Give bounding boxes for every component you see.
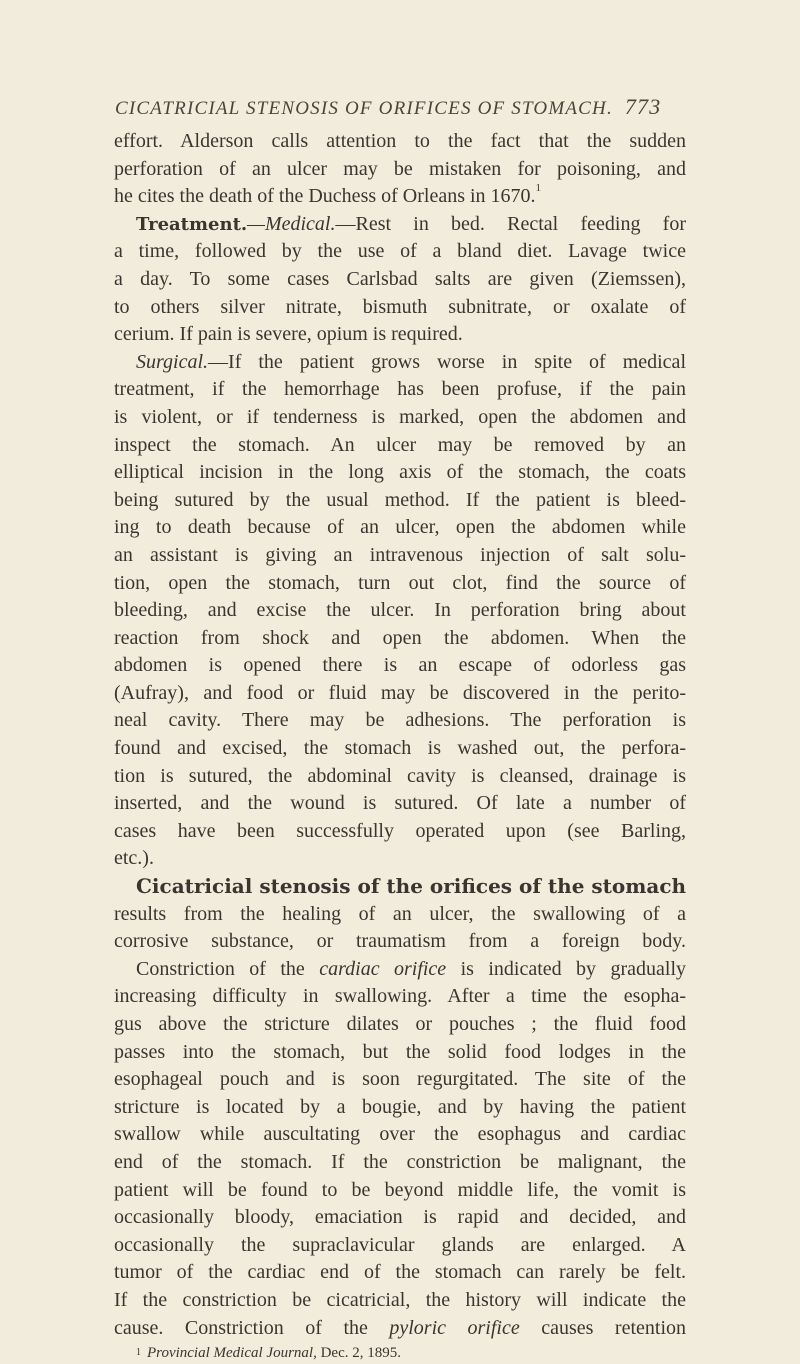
text-line: a time, followed by the use of a bland diet. Lavage twice: [114, 240, 686, 263]
text-line: end of the stomach. If the constriction be malignant, the: [114, 1150, 686, 1173]
text-line: treatment, if the hemorrhage has been profuse, if the pain: [114, 378, 686, 401]
footnote: [114, 1342, 686, 1364]
section-heading-line: [114, 873, 686, 901]
text-line: tion, open the stomach, turn out clot, find the source of: [114, 571, 686, 594]
text-line: cases have been successfully operated upon (see Barling,: [114, 819, 686, 842]
section-heading: Cicatricial stenosis of the orifices of the stomach: [136, 874, 687, 899]
text-line: [114, 1315, 686, 1343]
text-line: a day. To some cases Carlsbad salts are given (Ziemssen),: [114, 267, 686, 290]
text-line: bleeding, and excise the ulcer. In perforation bring about: [114, 599, 686, 622]
text-line: reaction from shock and open the abdomen. When the: [114, 626, 686, 649]
text-fragment: is indicated by gradually: [446, 957, 686, 980]
text-line: [114, 956, 686, 984]
text-line: [114, 183, 686, 211]
text-line: esophageal pouch and is soon regurgitated. The site of the: [114, 1068, 686, 1091]
italic-term: pyloric orifice: [389, 1316, 520, 1339]
text-line: tumor of the cardiac end of the stomach can rarely be felt.: [114, 1261, 686, 1284]
text-line: corrosive substance, or traumatism from a foreign body.: [114, 930, 686, 953]
text-line: elliptical incision in the long axis of the stomach, the coats: [114, 461, 686, 484]
text-line: occasionally the supraclavicular glands are enlarged. A: [114, 1233, 686, 1256]
running-head-title: CICATRICIAL STENOSIS OF ORIFICES OF STOMACH.: [115, 98, 613, 119]
text-fragment: he cites the death of the Duchess of Orleans in 1670.: [114, 185, 536, 208]
footnote-ref: 1: [535, 182, 542, 195]
text-line: found and excised, the stomach is washed out, the perfora-: [114, 737, 686, 760]
treatment-heading: Treatment.: [136, 213, 248, 235]
text-line: cerium. If pain is severe, opium is required.: [114, 323, 463, 346]
text-line: effort. Alderson calls attention to the fact that the sudden: [114, 130, 686, 152]
footnote-mark: 1: [136, 1347, 141, 1359]
page-number: 773: [624, 94, 662, 119]
text-line: etc.).: [114, 847, 154, 870]
text-line: swallow while auscultating over the esophagus and cardiac: [114, 1123, 686, 1146]
text-line: occasionally bloody, emaciation is rapid and decided, and: [114, 1206, 686, 1229]
text-line: is violent, or if tenderness is marked, open the abdomen and: [114, 405, 686, 428]
text-line: If the constriction be cicatricial, the history will indicate the: [114, 1288, 686, 1311]
italic-term: cardiac orifice: [319, 957, 447, 980]
medical-subheading: —Medical.: [247, 212, 336, 235]
text-line: gus above the stricture dilates or pouches ; the fluid food: [114, 1013, 686, 1035]
text-line: being sutured by the usual method. If the patient is bleed-: [114, 488, 686, 511]
text-line: patient will be found to be beyond middle life, the vomit is: [114, 1178, 686, 1201]
text-line: to others silver nitrate, bismuth subnitrate, or oxalate of: [114, 295, 686, 318]
running-head: [115, 94, 685, 120]
text-fragment: cause. Constriction of the: [114, 1316, 390, 1339]
footnote-source: Provincial Medical Journal,: [147, 1345, 317, 1362]
treatment-line: [114, 211, 686, 239]
text-line: inserted, and the wound is sutured. Of late a number of: [114, 792, 686, 815]
footnote-date: Dec. 2, 1895.: [316, 1345, 401, 1362]
surgical-line: [114, 349, 686, 377]
text-line: stricture is located by a bougie, and by having the patient: [114, 1095, 686, 1118]
text-line: passes into the stomach, but the solid food lodges in the: [114, 1040, 686, 1063]
surgical-subheading: Surgical.: [136, 350, 209, 373]
text-fragment: —Rest in bed. Rectal feeding for: [335, 212, 686, 235]
text-fragment: causes retention: [519, 1316, 687, 1339]
text-line: an assistant is giving an intravenous injection of salt solu-: [114, 543, 686, 566]
text-fragment: Constriction of the: [136, 957, 320, 980]
text-line: inspect the stomach. An ulcer may be removed by an: [114, 433, 686, 456]
text-line: abdomen is opened there is an escape of odorless gas: [114, 654, 686, 677]
text-line: (Aufray), and food or fluid may be discovered in the perito-: [114, 681, 686, 704]
text-line: tion is sutured, the abdominal cavity is cleansed, drainage is: [114, 764, 686, 787]
text-fragment: —If the patient grows worse in spite of medical: [208, 350, 686, 373]
text-line: ing to death because of an ulcer, open the abdomen while: [114, 516, 686, 539]
text-line: results from the healing of an ulcer, the swallowing of a: [114, 902, 686, 925]
text-line: neal cavity. There may be adhesions. The perforation is: [114, 709, 686, 732]
page-body: [114, 128, 686, 1364]
text-line: perforation of an ulcer may be mistaken for poisoning, and: [114, 157, 686, 180]
text-line: increasing difficulty in swallowing. After a time the esopha-: [114, 985, 686, 1008]
